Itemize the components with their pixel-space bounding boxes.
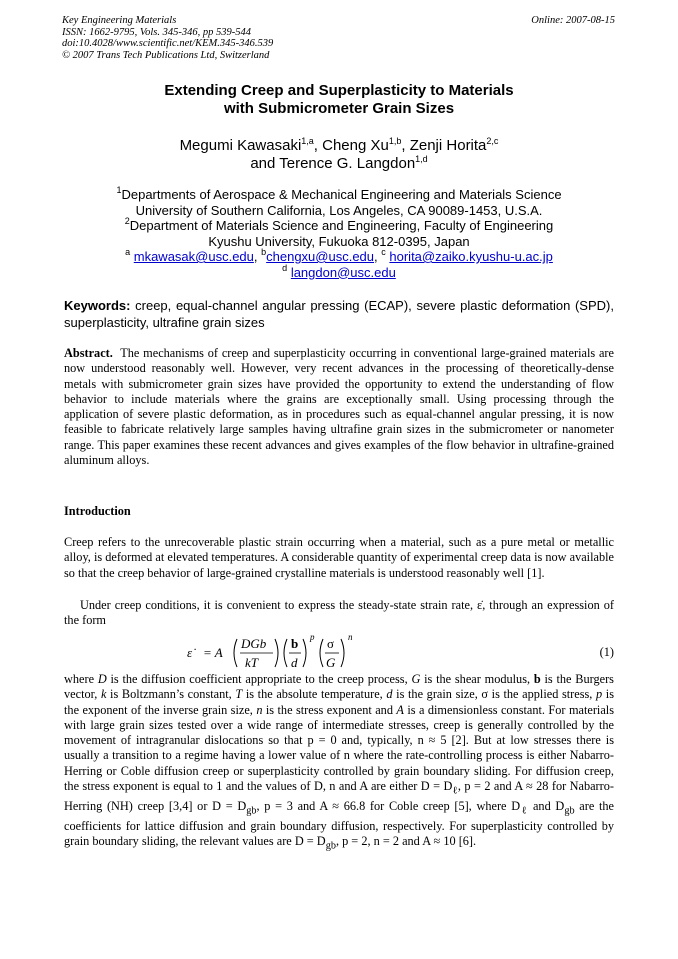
keywords-label: Keywords: [64, 298, 131, 313]
aff2-line2: Kyushu University, Fukuoka 812-0395, Japan [208, 233, 470, 249]
author-sup: 1,a [301, 136, 314, 146]
p3-text: p = 0 and, typically, n ≈ 5 [2]. But at low stresses there is usually a transition to a regime having a lower value of n where the rate-controlling process is either Nabarro-Herring or Coble diffusion creep or superplasticity controlled by grain boundary sliding. For diffusion creep, the stress exponent is equal to 1 and the values of D, n and A are either D = D [64, 733, 615, 794]
p3-var: D [97, 672, 107, 686]
email-sup: b [261, 247, 267, 257]
p3-text: is the exponent of the inverse grain size, [64, 687, 615, 717]
p3-text: is the Burgers vector, [64, 672, 614, 702]
eq-num3: σ [327, 636, 335, 651]
title-line-1: Extending Creep and Superplasticity to Materials [164, 82, 514, 99]
eq-exp-n: n [348, 633, 353, 642]
p3-text: , p = 3 and A ≈ 66.8 for Coble creep [5], where D [256, 798, 521, 813]
issn: ISSN: 1662-9795, Vols. 345-346, pp 539-544 [62, 26, 251, 38]
paragraph-2: Under creep conditions, it is convenient to express the steady-state strain rate, ε̇, through an expression of the form [64, 598, 614, 628]
p3-sub: gb [564, 805, 575, 817]
p3-sub: ℓ [520, 805, 529, 817]
p3-text: is the shear modulus, [420, 672, 534, 686]
p3-text: , p = 2, n = 2 and A ≈ 10 [6]. [335, 833, 477, 848]
p3-sub: gb [246, 805, 257, 817]
online-date: Online: 2007-08-15 [531, 15, 615, 26]
journal-header [62, 15, 273, 61]
eq-lhs: ε̇ [187, 645, 193, 660]
p3-text: is the absolute temperature, [242, 687, 387, 702]
author-sup: 1,b [388, 136, 402, 146]
p3-var: G [411, 672, 421, 686]
author-list [0, 137, 678, 173]
p3-var: T [235, 687, 243, 702]
p3-text: are the coefficients for lattice diffusion and grain boundary diffusion, respectively. For superplasticity controlled by grain boundary sliding, the relevant values are D = D [64, 798, 614, 848]
p3-sub: gb [325, 840, 336, 852]
equation-1 [185, 633, 615, 673]
eq-equals-a: = A [203, 645, 223, 660]
email-line: $^a$ mkawasak@usc.edu, $^b$chengxu@usc.edu, $^c$ horita@zaiko.kyushu-u.ac.jp [125, 247, 553, 264]
aff2-line1: Department of Materials Science and Engineering, Faculty of Engineering [129, 218, 554, 233]
aff1-line1: Departments of Aerospace & Mechanical Engineering and Materials Science [121, 187, 562, 202]
journal-name: Key Engineering Materials [62, 15, 177, 26]
email-sup: a [125, 247, 131, 257]
copyright: © 2007 Trans Tech Publications Ltd, Switzerland [62, 49, 270, 61]
p3-var: d [386, 687, 393, 702]
p3-text: where [64, 672, 98, 686]
p3-text: is Boltzmann’s constant, [106, 687, 236, 702]
p3-var: n [256, 702, 263, 717]
email-link-a[interactable]: mkawasak@usc.edu [133, 249, 254, 264]
author-xu: , Cheng Xu [313, 137, 389, 154]
eq-den1: kT [245, 655, 258, 670]
p3-var: p [596, 687, 603, 702]
paragraph-3 [64, 672, 614, 854]
aff-sup: 2 [124, 216, 130, 226]
p3-var: b [533, 672, 541, 686]
keywords [64, 297, 614, 331]
section-title: Introduction [64, 504, 131, 518]
eq-num2: b [291, 636, 299, 651]
email-sup: c [381, 247, 386, 257]
email-link-c[interactable]: horita@zaiko.kyushu-u.ac.jp [389, 249, 553, 264]
keywords-text: creep, equal-channel angular pressing (ECAP), severe plastic deformation (SPD), superplasticity, ultrafine grain sizes [64, 298, 614, 330]
p3-sub: ℓ [452, 785, 458, 797]
p3-text: is the grain size, σ is the applied stress, [392, 687, 597, 702]
affiliations [0, 187, 678, 280]
p3-text: and D [528, 798, 565, 813]
p3-text: is a dimensionless constant. For materials with large grain sizes tested over a wide range of intermediate stresses, creep is generally controlled by the movement of intragranular dislocations so that [64, 702, 615, 748]
author-sup: 2,c [486, 136, 499, 146]
eq-den2: d [291, 655, 298, 670]
paper-title [0, 82, 678, 118]
email-link-b[interactable]: chengxu@usc.edu [266, 249, 375, 264]
email-sup: d [282, 262, 288, 273]
aff-sup: 1 [116, 185, 122, 195]
abstract [64, 346, 614, 468]
abstract-text: The mechanisms of creep and superplasticity occurring in conventional large-grained materials are now understood reasonably well. However, very recent advances in the processing of theoretically-dense metals with submicrometer grain sizes have provided the opportunity to extend the understanding of flow behavior to include materials where the grains are exceptionally small. Using processing through the application of severe plastic deformation, as in procedures such as equal-channel angular pressing, it is now feasible to fabricate relatively large samples having ultrafine grain sizes in the submicrometer or nanometer range. This paper examines these recent advances and gives examples of the flow behavior in ultrafine-grained aluminum alloys. [64, 346, 614, 468]
eq-exp-p: p [310, 633, 315, 642]
aff1-line2: University of Southern California, Los Angeles, CA 90089-1453, U.S.A. [135, 202, 543, 218]
title-line-2: with Submicrometer Grain Sizes [223, 100, 455, 117]
p3-var: A [396, 702, 404, 717]
p3-text: , p = 2 and A ≈ 28 for Nabarro-Herring (NH) creep [3,4] or D = D [64, 779, 614, 813]
abstract-label: Abstract. [64, 346, 113, 360]
doi: doi:10.4028/www.scientific.net/KEM.345-346.539 [62, 38, 274, 49]
email-link-d[interactable]: langdon@usc.edu [290, 264, 396, 280]
p3-text: is the stress exponent and [262, 702, 397, 717]
eq-num1: DGb [241, 636, 267, 651]
author-langdon: and Terence G. Langdon [250, 155, 416, 172]
paragraph-1: Creep refers to the unrecoverable plastic strain occurring when a material, such as a pure metal or metallic alloy, is deformed at elevated temperatures. A considerable quantity of experimental creep data is now available so that the creep behavior of large-grained crystalline materials is understood reasonably well [1]. [64, 535, 614, 580]
author-horita: , Zenji Horita [401, 137, 487, 154]
equation-number: (1) [599, 645, 614, 659]
author-kawasaki: Megumi Kawasaki [179, 137, 302, 154]
author-sup: 1,d [415, 154, 428, 164]
p3-var: k [100, 687, 107, 702]
p3-text: is the diffusion coefficient appropriate to the creep process, [106, 672, 412, 686]
eq-den3: G [326, 655, 336, 670]
